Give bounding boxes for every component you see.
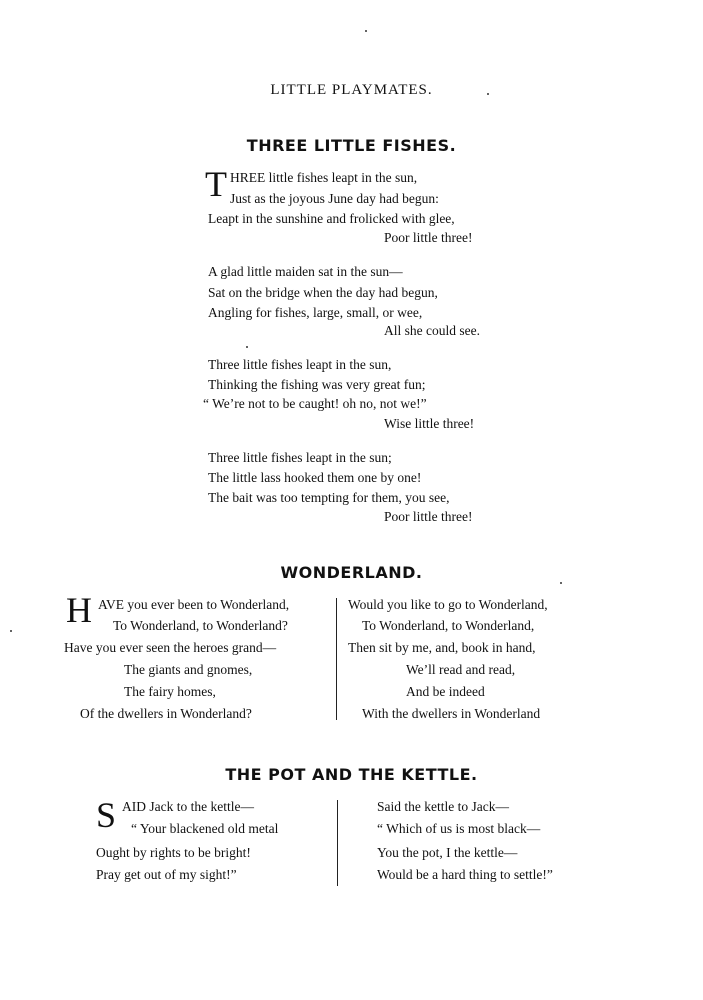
poem-line: Would be a hard thing to settle!” (377, 867, 553, 882)
poem-line: A glad little maiden sat in the sun— (208, 264, 403, 279)
column-divider (337, 800, 338, 886)
scan-speck (365, 30, 367, 32)
poem-line: Ought by rights to be bright! (96, 845, 251, 860)
poem-line: Have you ever seen the heroes grand— (64, 640, 277, 655)
drop-cap: S (96, 795, 117, 835)
poem-line: Would you like to go to Wonderland, (348, 597, 548, 612)
scan-speck (10, 630, 12, 632)
poem-line: “ Which of us is most black— (377, 821, 541, 836)
poem-line: “ We’re not to be caught! oh no, not we!” (203, 396, 427, 411)
poem-line: Thinking the fishing was very great fun; (208, 377, 426, 392)
poem-line: Said the kettle to Jack— (377, 799, 509, 814)
poem-title-three-little-fishes: THREE LITTLE FISHES. (246, 136, 457, 155)
scan-speck (560, 582, 562, 584)
poem-line: Just as the joyous June day had begun: (230, 191, 439, 206)
poem-title-pot-and-kettle: THE POT AND THE KETTLE. (225, 765, 478, 784)
poem-line: You the pot, I the kettle— (377, 845, 518, 860)
scan-speck (246, 346, 248, 348)
poem-line: The bait was too tempting for them, you see, (208, 490, 450, 505)
poem-line: Then sit by me, and, book in hand, (348, 640, 536, 655)
column-divider (336, 598, 337, 720)
poem-line: The fairy homes, (124, 684, 216, 699)
poem-line: Angling for fishes, large, small, or wee, (208, 305, 423, 320)
drop-cap: T (205, 164, 227, 204)
scan-speck (487, 93, 489, 95)
poem-line: Wise little three! (384, 416, 475, 431)
poem-line: Three little fishes leapt in the sun, (208, 357, 392, 372)
poem-line: AID Jack to the kettle— (122, 799, 254, 814)
poem-title-wonderland: WONDERLAND. (280, 563, 423, 582)
poem-line: Three little fishes leapt in the sun; (208, 450, 392, 465)
poem-line: AVE you ever been to Wonderland, (98, 597, 290, 612)
poem-line: Leapt in the sunshine and frolicked with glee, (208, 211, 455, 226)
poem-line: Pray get out of my sight!” (96, 867, 237, 882)
poem-line: We’ll read and read, (406, 662, 516, 677)
poem-line: The giants and gnomes, (124, 662, 253, 677)
poem-line: HREE little fishes leapt in the sun, (230, 170, 418, 185)
poem-line: Poor little three! (384, 230, 473, 245)
poem-line: With the dwellers in Wonderland (362, 706, 541, 721)
poem-line: Of the dwellers in Wonderland? (80, 706, 252, 721)
poem-line: Poor little three! (384, 509, 473, 524)
poem-line: “ Your blackened old metal (131, 821, 279, 836)
poem-line: To Wonderland, to Wonderland, (362, 618, 535, 633)
poem-line: All she could see. (384, 323, 480, 338)
drop-cap: H (66, 590, 92, 630)
poem-line: To Wonderland, to Wonderland? (113, 618, 288, 633)
page-header: LITTLE PLAYMATES. (270, 82, 433, 98)
poem-line: Sat on the bridge when the day had begun, (208, 285, 438, 300)
poem-line: And be indeed (406, 684, 485, 699)
poem-line: The little lass hooked them one by one! (208, 470, 422, 485)
